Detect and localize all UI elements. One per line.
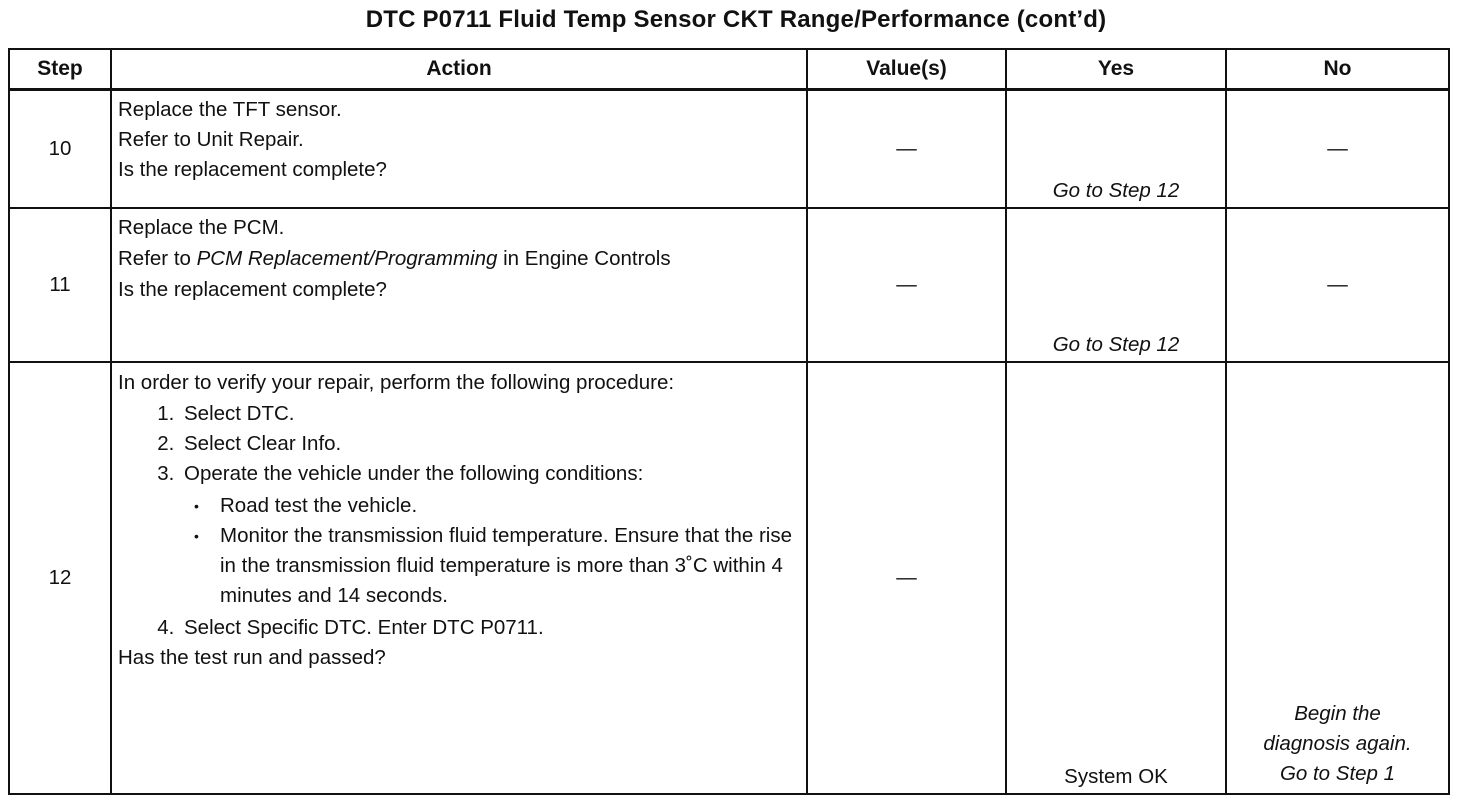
action-text: Refer to [118, 247, 197, 270]
header-yes: Yes [1006, 49, 1226, 90]
action-cell [111, 208, 807, 362]
procedure-step-text: Operate the vehicle under the following conditions: [184, 462, 644, 485]
header-step: Step [9, 49, 111, 90]
doc-reference: PCM Replacement/Programming [196, 247, 498, 270]
condition-item: • Road test the vehicle. [220, 491, 800, 521]
action-line [118, 245, 800, 273]
action-line: Replace the PCM. [118, 216, 285, 239]
procedure-step: 2. Select Clear Info. [180, 429, 800, 459]
step-number: 12 [9, 362, 111, 794]
yes-cell: Go to Step 12 [1006, 90, 1226, 209]
action-question: Has the test run and passed? [118, 646, 386, 669]
value-cell: — [807, 208, 1006, 362]
procedure-step [180, 459, 800, 611]
action-text: in Engine Controls [497, 247, 671, 270]
yes-cell: Go to Step 12 [1006, 208, 1226, 362]
no-line: Go to Step 1 [1279, 762, 1396, 785]
action-line: Replace the TFT sensor. [118, 98, 342, 121]
action-question: Is the replacement complete? [118, 158, 387, 181]
table-row [9, 90, 1449, 209]
page-title: DTC P0711 Fluid Temp Sensor CKT Range/Performance (cont’d) [365, 6, 1107, 33]
diagnostic-table [8, 48, 1450, 795]
action-cell [111, 90, 807, 209]
step-number: 10 [9, 90, 111, 209]
action-question: Is the replacement complete? [118, 278, 387, 301]
no-line: diagnosis again. [1263, 732, 1412, 755]
procedure-step: 1. Select DTC. [180, 399, 800, 429]
procedure-step: 4. Select Specific DTC. Enter DTC P0711. [180, 613, 800, 643]
no-line: Begin the [1294, 702, 1381, 725]
table-row [9, 362, 1449, 794]
action-line: Refer to Unit Repair. [118, 128, 304, 151]
step-number: 11 [9, 208, 111, 362]
header-value: Value(s) [807, 49, 1006, 90]
value-cell: — [807, 362, 1006, 794]
no-cell: — [1226, 90, 1449, 209]
condition-item: • Monitor the transmission fluid temperature. Ensure that the rise in the transmission fluid temperature is more than 3˚C within 4 minutes and 14 seconds. [220, 521, 800, 611]
action-cell [111, 362, 807, 794]
yes-cell: System OK [1006, 362, 1226, 794]
procedure-list [118, 399, 800, 643]
no-cell [1226, 362, 1449, 794]
value-cell: — [807, 90, 1006, 209]
condition-list [184, 491, 800, 611]
no-cell: — [1226, 208, 1449, 362]
action-intro: In order to verify your repair, perform the following procedure: [118, 371, 675, 394]
table-row [9, 208, 1449, 362]
header-row [9, 49, 1449, 90]
header-no: No [1226, 49, 1449, 90]
header-action: Action [111, 49, 807, 90]
